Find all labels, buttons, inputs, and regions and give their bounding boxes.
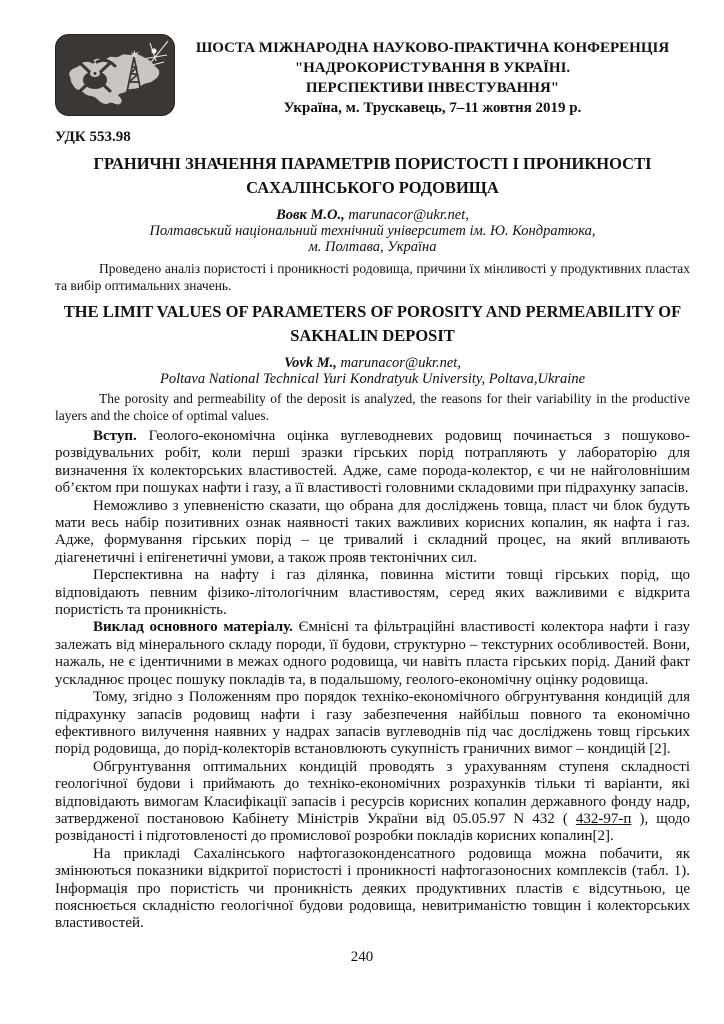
conference-logo bbox=[55, 34, 175, 118]
paragraph-text: Обгрунтування оптимальних кондицій проводять з урахуванням ступеня складності геологічної будови і приймають до техніко-економічних розрахунків тільки ті варіанти, які відповідають вимогам Класифікації запасів і ресурсів корисних копалин державного фонду надр, затвердженої постановою Кабінету Міністрів України від 05.05.97 N 432 ( bbox=[55, 758, 690, 827]
author-line-ua bbox=[55, 207, 690, 223]
article-body bbox=[55, 428, 690, 933]
paragraph-text: ), щодо розвіданості і підготовленості до промислової розробки покладів корисних копалин[2]. bbox=[55, 810, 691, 845]
abstract-en: The porosity and permeability of the deposit is analyzed, the reasons for their variability in the productive layers and the choice of optimal values. bbox=[55, 391, 690, 423]
abstract-ua: Проведено аналіз пористості і проникності родовища, причини їх мінливості у продуктивних пластах та вибір оптимальних значень. bbox=[55, 261, 690, 293]
paragraph-text: Ємнісні та фільтраційні властивості колектора нафти і газу залежать від мінерального складу породи, її будови, структурно – текстурних особливостей. Вони, нажаль, не є ідентичними в межах одного родовища, чи навіть пласта гірських порід. Даний факт ускладнює процес пошуку покладів та, в подальшому, геолого-економічну оцінку родовища. bbox=[55, 619, 690, 688]
body-paragraph: Перспективна на нафту і газ ділянка, повинна містити товщі гірських порід, що відповідають певним фізико-літологічним властивостям, серед яких важливими є відкрита пористість та проникність. bbox=[55, 567, 690, 619]
author-ua-name: Вовк М.О., bbox=[276, 207, 345, 223]
author-en-email: marunacor@ukr.net, bbox=[340, 355, 461, 371]
author-en-name: Vovk M., bbox=[284, 355, 337, 371]
article-title-ua: ГРАНИЧНІ ЗНАЧЕННЯ ПАРАМЕТРІВ ПОРИСТОСТІ І ПРОНИКНОСТІ САХАЛІНСЬКОГО РОДОВИЩА bbox=[93, 154, 652, 197]
body-paragraph: Неможливо з упевненістю сказати, що обрана для досліджень товща, пласт чи блок будуть мати весь набір позитивних ознак наявності таких важливих корисних копалин, як нафта і газ. Адже, формування гірських порід – це тривалий і складний процес, на який впливають діагенетичні і епігенетичні умови, а також прояв тектонічних сил. bbox=[55, 497, 690, 566]
paragraph-text: Геолого-економічна оцінка вуглеводневих родовищ починається з пошуково-розвідувальних робіт, коли перші зразки гірських порід потрапляють у лабораторію для визначення їх колекторських властивостей. Адже, саме порода-колектор, є чи не найголовнішим об’єктом при пошуках нафти і газу, а її властивості головними складовими при підрахунку запасів. bbox=[55, 428, 690, 497]
conference-header bbox=[55, 34, 690, 118]
page-number: 240 bbox=[350, 949, 374, 965]
ukraine-map-mining-logo-icon bbox=[55, 34, 175, 118]
body-paragraph: Тому, згідно з Положенням про порядок техніко-економічного обгрунтування кондицій для підрахунку запасів родовищ нафти і газу забезпечення найбільш повного та економічно ефективного вилучення наявних у надрах запасів вуглеводнів під час досліджень товщ гірських порід родовища, до порід-колекторів встановлюють сукупність граничних вимог – кондицій [2]. bbox=[55, 689, 690, 758]
body-paragraph-with-link bbox=[55, 759, 690, 846]
conference-location-date: Україна, м. Трускавець, 7–11 жовтня 2019 р. bbox=[283, 100, 582, 116]
body-paragraph-intro bbox=[55, 428, 690, 498]
article-title-en: THE LIMIT VALUES OF PARAMETERS OF POROSITY AND PERMEABILITY OF SAKHALIN DEPOSIT bbox=[63, 302, 682, 345]
conference-title-line1: ШОСТА МІЖНАРОДНА НАУКОВО-ПРАКТИЧНА КОНФЕРЕНЦІЯ bbox=[195, 40, 670, 56]
author-line-en bbox=[55, 355, 690, 371]
section-lead-vstup: Вступ. bbox=[93, 428, 137, 444]
conference-title-line2: "НАДРОКОРИСТУВАННЯ В УКРАЇНІ. bbox=[294, 60, 571, 76]
udc-code: УДК 553.98 bbox=[55, 129, 131, 145]
body-paragraph-main bbox=[55, 619, 690, 689]
affiliation-ua-line2: м. Полтава, Україна bbox=[308, 239, 437, 255]
body-paragraph: На прикладі Сахалінського нафтогазоконденсатного родовища можна побачити, як змінюються показники відкритої пористості і проникності нафтогазоносних комплексів (табл. 1). Інформація про пористість чи проникність деяких продуктивних пластів є відсутньою, це пояснюється складністю геологічної будови родовища, невитриманістю товщин і колекторських властивостей. bbox=[55, 845, 690, 932]
conference-title-line3: ПЕРСПЕКТИВИ ІНВЕСТУВАННЯ" bbox=[305, 80, 560, 96]
author-ua-email: marunacor@ukr.net, bbox=[348, 207, 469, 223]
affiliation-ua-line1: Полтавський національний технічний університет ім. Ю. Кондратюка, bbox=[149, 223, 596, 239]
section-lead-vyklad: Виклад основного матеріалу. bbox=[93, 619, 293, 636]
conference-title-block bbox=[175, 34, 690, 118]
affiliation-en: Poltava National Technical Yuri Kondratyuk University, Poltava,Ukraine bbox=[159, 371, 586, 387]
decree-432-97-link[interactable]: 432-97-п bbox=[575, 810, 632, 827]
